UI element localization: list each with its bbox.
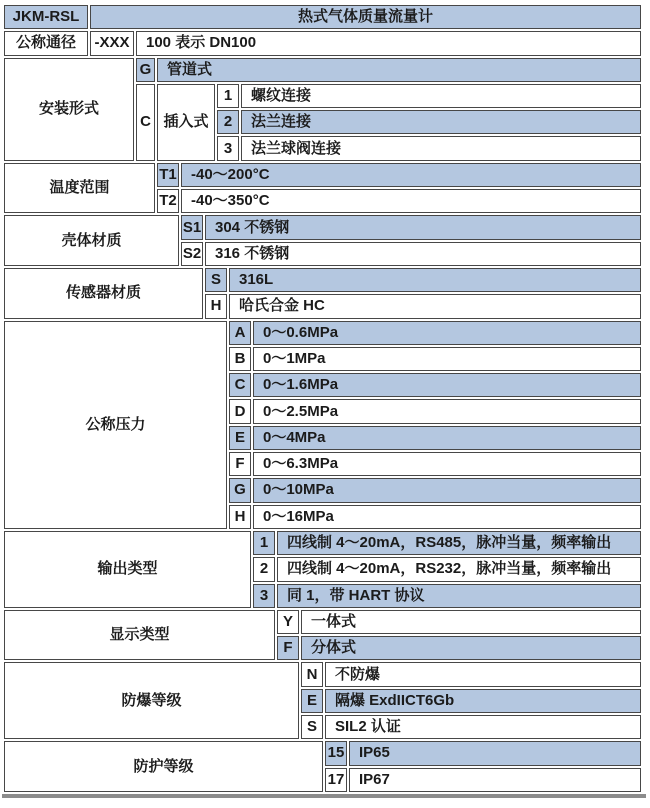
option-code-cell: T1 [157,163,179,187]
table-row [4,5,641,29]
section-label-cell: 传感器材质 [4,268,203,319]
option-value-cell: 不防爆 [325,662,641,686]
option-code-cell: G [229,478,251,502]
option-value-cell: 插入式 [157,84,215,161]
model-code-cell: JKM-RSL [4,5,88,29]
option-code-cell: H [205,294,227,318]
spec-sheet [2,3,647,798]
option-value-cell: 隔爆 ExdIICT6Gb [325,689,641,713]
option-value-cell: 0～10MPa [253,478,641,502]
option-value-cell: SIL2 认证 [325,715,641,739]
table-row [4,215,641,239]
option-value-cell: 0～4MPa [253,426,641,450]
option-value-cell: 四线制 4～20mA，RS232，脉冲当量，频率输出 [277,557,641,581]
option-value-cell: 0～6.3MPa [253,452,641,476]
sub-option-value-cell: 螺纹连接 [241,84,641,108]
option-value-cell: IP65 [349,741,641,765]
option-code-cell: F [277,636,299,660]
option-value-cell: 316L [229,268,641,292]
diameter-code-cell: -XXX [90,31,134,55]
table-row [4,268,641,292]
option-code-cell: S [301,715,323,739]
table-row [4,163,641,187]
option-code-cell: 17 [325,768,347,792]
option-code-cell: 15 [325,741,347,765]
option-code-cell: N [301,662,323,686]
product-title-cell: 热式气体质量流量计 [90,5,641,29]
section-label-cell: 公称压力 [4,321,227,529]
table-row [4,741,641,765]
option-code-cell: Y [277,610,299,634]
option-value-cell: 管道式 [157,58,641,82]
option-code-cell: B [229,347,251,371]
option-code-cell: 1 [253,531,275,555]
option-code-cell: G [136,58,155,82]
section-label-cell: 显示类型 [4,610,275,661]
option-value-cell: -40～350°C [181,189,641,213]
option-value-cell: 分体式 [301,636,641,660]
option-value-cell: 0～2.5MPa [253,399,641,423]
sub-option-code-cell: 3 [217,136,239,160]
table-row [4,662,641,686]
model-selection-table [2,3,643,794]
option-value-cell: 304 不锈钢 [205,215,641,239]
option-code-cell: S1 [181,215,203,239]
option-value-cell: -40～200°C [181,163,641,187]
option-code-cell: C [229,373,251,397]
option-code-cell: F [229,452,251,476]
option-code-cell: T2 [157,189,179,213]
sub-option-value-cell: 法兰球阀连接 [241,136,641,160]
option-code-cell: E [229,426,251,450]
option-value-cell: 同 1，带 HART 协议 [277,584,641,608]
option-code-cell: H [229,505,251,529]
option-code-cell: C [136,84,155,161]
option-value-cell: 0～0.6MPa [253,321,641,345]
diameter-label-cell: 公称通径 [4,31,88,55]
sub-option-code-cell: 2 [217,110,239,134]
option-value-cell: 0～16MPa [253,505,641,529]
option-code-cell: E [301,689,323,713]
sub-option-code-cell: 1 [217,84,239,108]
option-value-cell: 一体式 [301,610,641,634]
option-code-cell: S2 [181,242,203,266]
option-value-cell: 316 不锈钢 [205,242,641,266]
bottom-divider [2,794,646,798]
table-row [4,31,641,55]
option-value-cell: IP67 [349,768,641,792]
option-value-cell: 哈氏合金 HC [229,294,641,318]
section-label-cell: 防爆等级 [4,662,299,739]
table-row [4,531,641,555]
option-code-cell: D [229,399,251,423]
option-value-cell: 0～1.6MPa [253,373,641,397]
sub-option-value-cell: 法兰连接 [241,110,641,134]
section-label-cell: 温度范围 [4,163,155,214]
section-label-cell: 安装形式 [4,58,134,161]
diameter-desc-cell: 100 表示 DN100 [136,31,641,55]
section-label-cell: 输出类型 [4,531,251,608]
section-label-cell: 防护等级 [4,741,323,792]
section-label-cell: 壳体材质 [4,215,179,266]
table-row [4,58,641,82]
table-row [4,321,641,345]
option-code-cell: A [229,321,251,345]
table-row [4,610,641,634]
option-code-cell: 2 [253,557,275,581]
option-value-cell: 0～1MPa [253,347,641,371]
option-value-cell: 四线制 4～20mA，RS485，脉冲当量，频率输出 [277,531,641,555]
option-code-cell: S [205,268,227,292]
option-code-cell: 3 [253,584,275,608]
